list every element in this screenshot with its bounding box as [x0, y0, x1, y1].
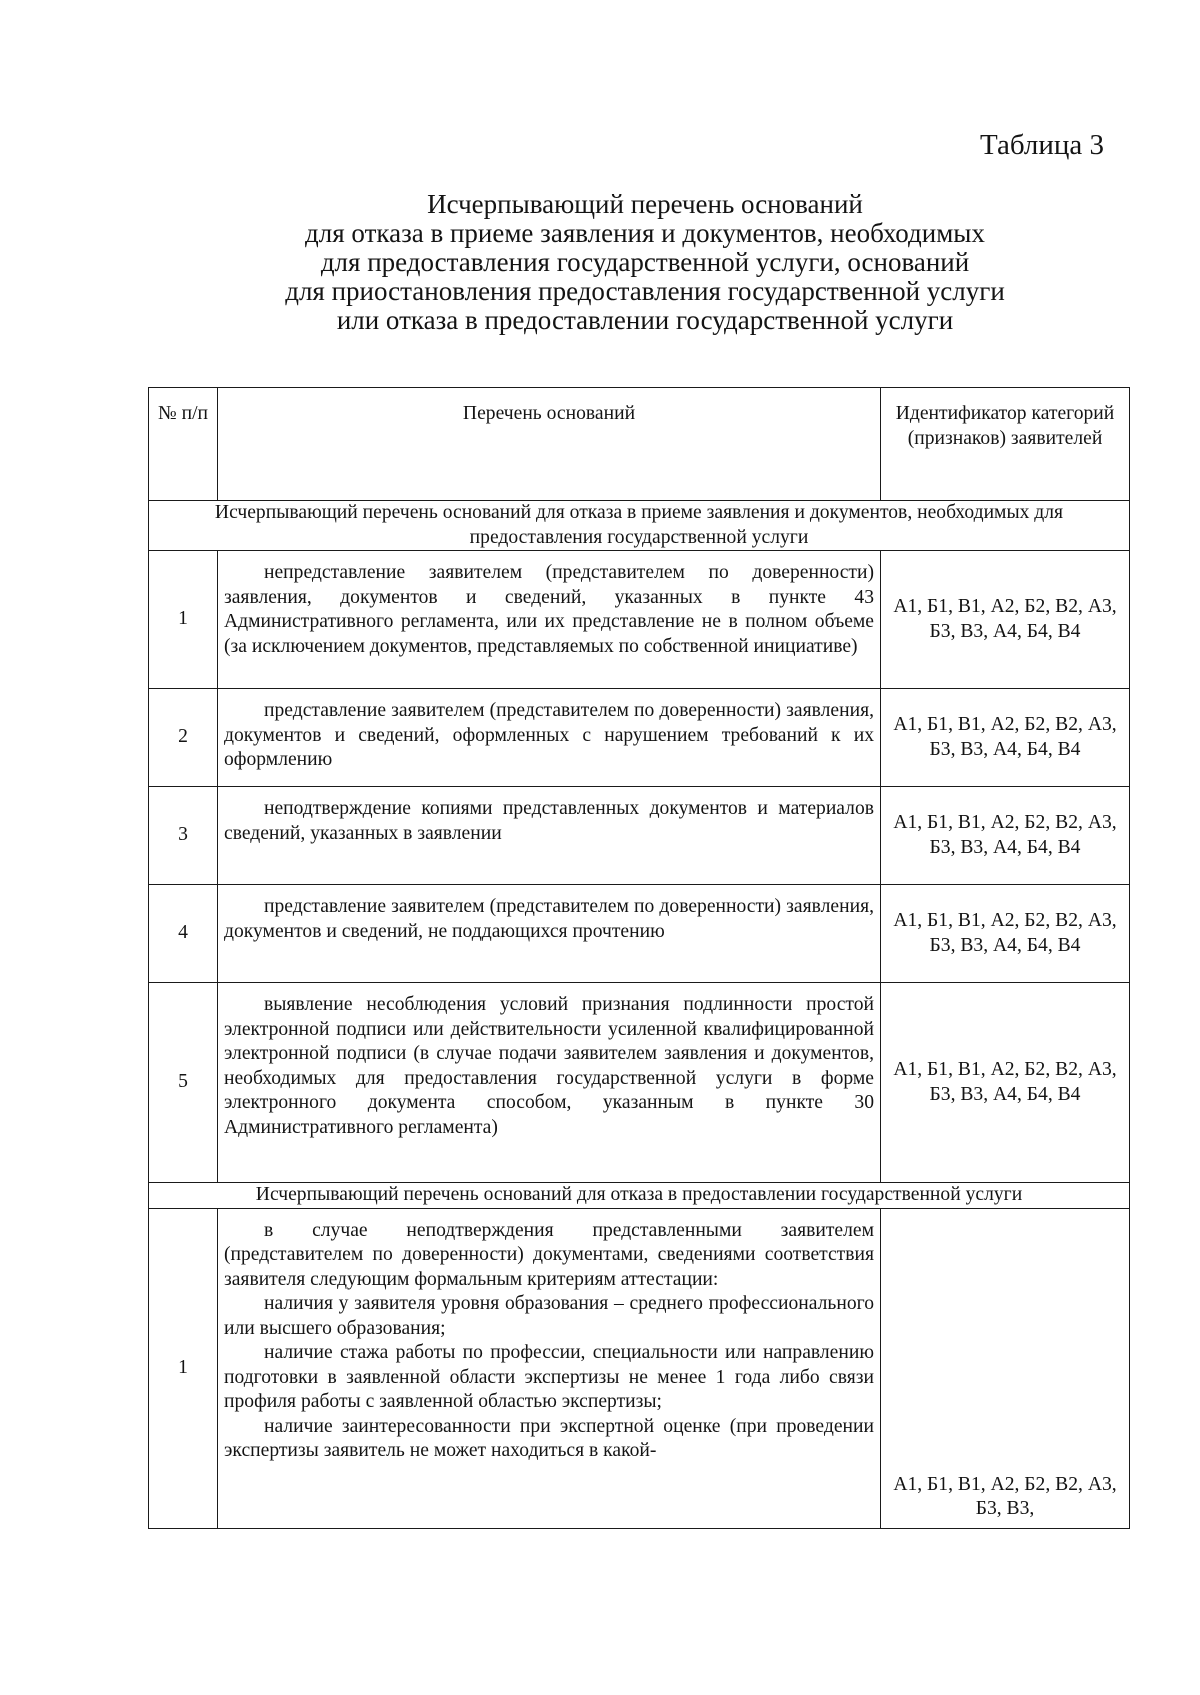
header-row [149, 388, 1130, 501]
row-paragraph: наличия у заявителя уровня образования – среднего профессионального или высшего образования; [224, 1293, 874, 1339]
row-paragraph: наличие заинтересованности при экспертной оценке (при проведении экспертизы заявитель не может находиться в какой- [224, 1415, 874, 1461]
row-paragraph: представление заявителем (представителем по доверенности) заявления, документов и сведений, не поддающихся прочтению [224, 896, 874, 942]
row-paragraph: представление заявителем (представителем по доверенности) заявления, документов и сведений, оформленных с нарушением требований к их оформлению [224, 700, 874, 770]
table-row [149, 689, 1130, 787]
row-text [218, 689, 881, 787]
table-row [149, 983, 1130, 1183]
row-num: 1 [149, 1208, 218, 1528]
table-row [149, 1208, 1130, 1528]
row-num: 2 [149, 689, 218, 787]
section-row-refusal-service [149, 1183, 1130, 1209]
row-num: 3 [149, 787, 218, 885]
header-list: Перечень оснований [218, 388, 881, 501]
section-row-refusal-acceptance [149, 501, 1130, 551]
row-paragraph: наличие стажа работы по профессии, специальности или направлению подготовки в заявленной области экспертизы не менее 1 года либо связи профиля работы с заявленной областью экспертизы; [224, 1342, 874, 1412]
row-paragraph: неподтверждение копиями представленных документов и материалов сведений, указанных в заявлении [224, 798, 874, 844]
section-title: Исчерпывающий перечень оснований для отказа в приеме заявления и документов, необходимых для предоставления государственной услуги [149, 501, 1130, 551]
row-num: 4 [149, 885, 218, 983]
title-line: для предоставления государственной услуги, оснований [320, 247, 970, 277]
row-text [218, 1208, 881, 1528]
row-ident: А1, Б1, В1, А2, Б2, В2, А3, Б3, В3, А4, Б4, В4 [881, 787, 1130, 885]
section-title: Исчерпывающий перечень оснований для отказа в предоставлении государственной услуги [149, 1183, 1130, 1209]
row-num: 5 [149, 983, 218, 1183]
row-text [218, 551, 881, 689]
row-ident: А1, Б1, В1, А2, Б2, В2, А3, Б3, В3, А4, Б4, В4 [881, 551, 1130, 689]
row-paragraph: в случае неподтверждения представленными заявителем (представителем по доверенности) документами, сведениями соответствия заявителя следующим формальным критериям аттестации: [224, 1219, 874, 1290]
grounds-table [148, 387, 1130, 1529]
row-num: 1 [149, 551, 218, 689]
table-row [149, 551, 1130, 689]
header-ident: Идентификатор категорий (признаков) заявителей [881, 388, 1130, 501]
row-ident: А1, Б1, В1, А2, Б2, В2, А3, Б3, В3, А4, Б4, В4 [881, 885, 1130, 983]
row-ident: А1, Б1, В1, А2, Б2, В2, А3, Б3, В3, [881, 1208, 1130, 1528]
row-ident: А1, Б1, В1, А2, Б2, В2, А3, Б3, В3, А4, Б4, В4 [881, 689, 1130, 787]
table-label: Таблица 3 [980, 129, 1105, 161]
row-paragraph: непредставление заявителем (представителем по доверенности) заявления, документов и сведений, указанных в пункте 43 Административного регламента, или их представление не в полном объеме (за исключением документов, представляемых по собственной инициативе) [224, 562, 874, 657]
row-text [218, 885, 881, 983]
title-line: или отказа в предоставлении государственной услуги [336, 305, 954, 335]
row-paragraph: выявление несоблюдения условий признания подлинности простой электронной подписи или действительности усиленной квалифицированной электронной подписи (в случае подачи заявителем заявления и документов, необходимых для предоставления государственной услуги в форме электронного документа способом, указанным в пункте 30 Административного регламента) [224, 994, 874, 1138]
document-title [150, 190, 1140, 335]
table-row [149, 787, 1130, 885]
header-num: № п/п [149, 388, 218, 501]
title-line: Исчерпывающий перечень оснований [427, 189, 863, 219]
row-text [218, 787, 881, 885]
title-line: для приостановления предоставления государственной услуги [285, 276, 1005, 306]
row-text [218, 983, 881, 1183]
title-line: для отказа в приеме заявления и документов, необходимых [305, 218, 985, 248]
table-row [149, 885, 1130, 983]
row-ident: А1, Б1, В1, А2, Б2, В2, А3, Б3, В3, А4, Б4, В4 [881, 983, 1130, 1183]
